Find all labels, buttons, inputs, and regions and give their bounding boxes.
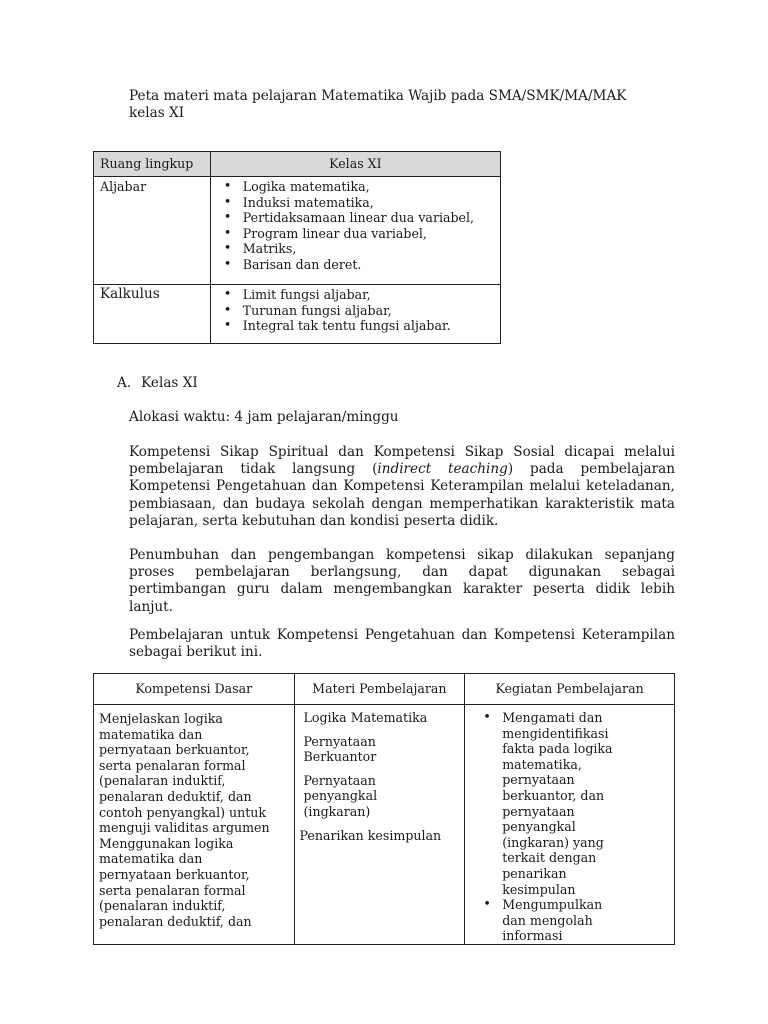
kd-line: pernyataan berkuantor, <box>99 866 250 882</box>
time-allocation: Alokasi waktu: 4 jam pelajaran/minggu <box>129 409 399 425</box>
topics-cell <box>210 177 500 285</box>
list-item: • Program linear dua variabel, <box>243 226 494 242</box>
list-item: • Induksi matematika, <box>243 195 494 211</box>
competency-table-header <box>94 674 675 705</box>
paragraph-1 <box>129 444 675 530</box>
kd-line: contoh penyangkal) untuk <box>99 804 267 820</box>
paragraph-2: Penumbuhan dan pengembangan kompetensi sikap dilakukan sepanjang proses pembelajaran berlangsung, dan dapat digunakan sebagai pertimbangan guru dalam mengembangkan karakter peserta didik lebih lanjut. <box>129 547 675 615</box>
kegiatan-header: Kegiatan Pembelajaran <box>465 674 675 705</box>
competency-table <box>93 673 675 945</box>
table-row <box>94 705 675 945</box>
kd-line: penalaran deduktif, dan <box>99 913 252 929</box>
kd-cell <box>94 705 295 945</box>
paragraph-1-italic: indirect teaching <box>377 461 508 478</box>
materi-item: Penarikan kesimpulan <box>299 827 442 843</box>
kd-line: (penalaran induktif, <box>99 773 226 789</box>
list-item: • Pertidaksamaan linear dua variabel, <box>243 210 494 226</box>
kegiatan-list <box>470 710 622 944</box>
section-title: Kelas XI <box>141 375 198 391</box>
kd-line: pernyataan berkuantor, <box>99 742 250 758</box>
paragraph-1-text: Kompetensi Sikap Spiritual dan Kompetensi Sikap Sosial dicapai melalui pembelajaran tidak langsung ( <box>129 444 675 478</box>
materi-cell <box>294 705 465 945</box>
table-row <box>94 285 501 344</box>
heading-line-1: Peta materi mata pelajaran Matematika Wajib pada SMA/SMK/MA/MAK <box>129 88 627 104</box>
materi-item: Pernyataan Berkuantor <box>303 733 377 765</box>
kd-line: (penalaran induktif, <box>99 898 226 914</box>
list-item: • Turunan fungsi aljabar, <box>243 303 494 319</box>
paragraph-1-text-end: ) pada pembelajaran Kompetensi Pengetahuan dan Kompetensi Keterampilan melalui keteladanan, pembiasaan, dan budaya sekolah dengan memperhatikan karakteristik mata pelajaran, serta kebutuhan dan kondisi peserta didik. <box>129 461 675 529</box>
kd-line: menguji validitas argumen <box>99 820 270 836</box>
section-marker: A. <box>117 375 132 391</box>
scope-cell: Aljabar <box>94 177 211 285</box>
scope-table <box>93 151 501 344</box>
kd-line: matematika dan <box>99 851 203 867</box>
scope-header: Ruang lingkup <box>94 152 211 177</box>
kd-header: Kompetensi Dasar <box>94 674 295 705</box>
list-item: • Integral tak tentu fungsi aljabar. <box>243 318 494 334</box>
list-item: • Matriks, <box>243 241 494 257</box>
list-item: • Logika matematika, <box>243 179 494 195</box>
materi-item: Logika Matematika <box>303 710 428 725</box>
document-heading <box>129 88 689 122</box>
scope-table-header <box>94 152 501 177</box>
list-item: • Mengamati dan mengidentifikasi fakta pada logika matematika, pernyataan berkuantor, dan pernyataan penyangkal (ingkaran) yang terkait dengan penarikan kesimpulan <box>502 710 622 897</box>
kd-line: serta penalaran formal <box>99 882 246 898</box>
topic-list <box>217 179 494 273</box>
kd-text <box>99 711 289 929</box>
kegiatan-cell <box>465 705 675 945</box>
list-item: • Mengumpulkan dan mengolah informasi <box>502 897 622 944</box>
scope-cell: Kalkulus <box>94 285 211 344</box>
kd-line: serta penalaran formal <box>99 757 246 773</box>
kd-line: penalaran deduktif, dan <box>99 788 252 804</box>
kd-line: matematika dan <box>99 726 203 742</box>
materi-item: Pernyataan penyangkal (ingkaran) <box>303 772 378 819</box>
materi-header: Materi Pembelajaran <box>294 674 465 705</box>
heading-line-2: kelas XI <box>129 105 185 122</box>
paragraph-3: Pembelajaran untuk Kompetensi Pengetahuan dan Kompetensi Keterampilan sebagai berikut ini. <box>129 627 675 661</box>
topic-list <box>217 287 494 334</box>
table-row <box>94 177 501 285</box>
list-item: • Barisan dan deret. <box>243 257 494 273</box>
list-item: • Limit fungsi aljabar, <box>243 287 494 303</box>
topics-cell <box>210 285 500 344</box>
section-heading <box>117 375 198 392</box>
class-header: Kelas XI <box>210 152 500 177</box>
kd-line: Menjelaskan logika <box>99 711 223 726</box>
kd-line: Menggunakan logika <box>99 835 234 851</box>
